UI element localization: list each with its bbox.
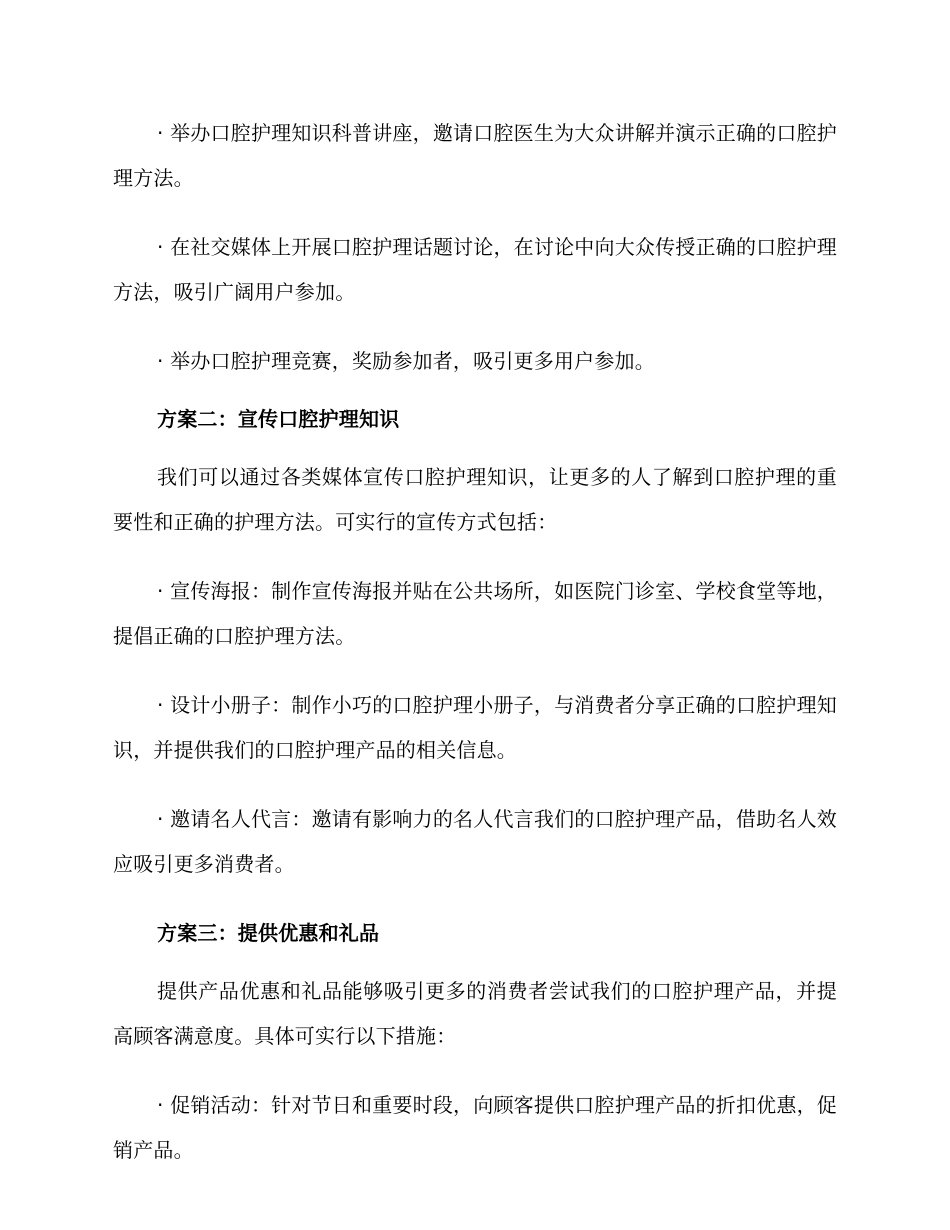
body-paragraph-plan-two-intro: 我们可以通过各类媒体宣传口腔护理知识，让更多的人了解到口腔护理的重要性和正确的护理方法。可实行的宣传方式包括： bbox=[113, 465, 837, 534]
document-page bbox=[113, 111, 837, 1197]
bullet-paragraph-celebrity: · 邀请名人代言：邀请有影响力的名人代言我们的口腔护理产品，借助名人效应吸引更多消费者。 bbox=[113, 807, 837, 876]
bullet-paragraph-poster: · 宣传海报：制作宣传海报并贴在公共场所，如医院门诊室、学校食堂等地，提倡正确的口腔护理方法。 bbox=[113, 579, 837, 648]
section-heading-plan-three: 方案三：提供优惠和礼品 bbox=[157, 921, 380, 945]
bullet-paragraph-booklet: · 设计小册子：制作小巧的口腔护理小册子，与消费者分享正确的口腔护理知识，并提供我们的口腔护理产品的相关信息。 bbox=[113, 693, 837, 762]
bullet-paragraph-contest: · 举办口腔护理竞赛，奖励参加者，吸引更多用户参加。 bbox=[157, 349, 655, 373]
bullet-paragraph-social-media: · 在社交媒体上开展口腔护理话题讨论，在讨论中向大众传授正确的口腔护理方法，吸引广阔用户参加。 bbox=[113, 235, 837, 304]
body-paragraph-plan-three-intro: 提供产品优惠和礼品能够吸引更多的消费者尝试我们的口腔护理产品，并提高顾客满意度。具体可实行以下措施： bbox=[113, 979, 837, 1048]
bullet-paragraph-lecture: · 举办口腔护理知识科普讲座，邀请口腔医生为大众讲解并演示正确的口腔护理方法。 bbox=[113, 121, 837, 190]
section-heading-plan-two: 方案二：宣传口腔护理知识 bbox=[157, 407, 400, 431]
bullet-paragraph-promotion: · 促销活动：针对节日和重要时段，向顾客提供口腔护理产品的折扣优惠，促销产品。 bbox=[113, 1093, 837, 1162]
